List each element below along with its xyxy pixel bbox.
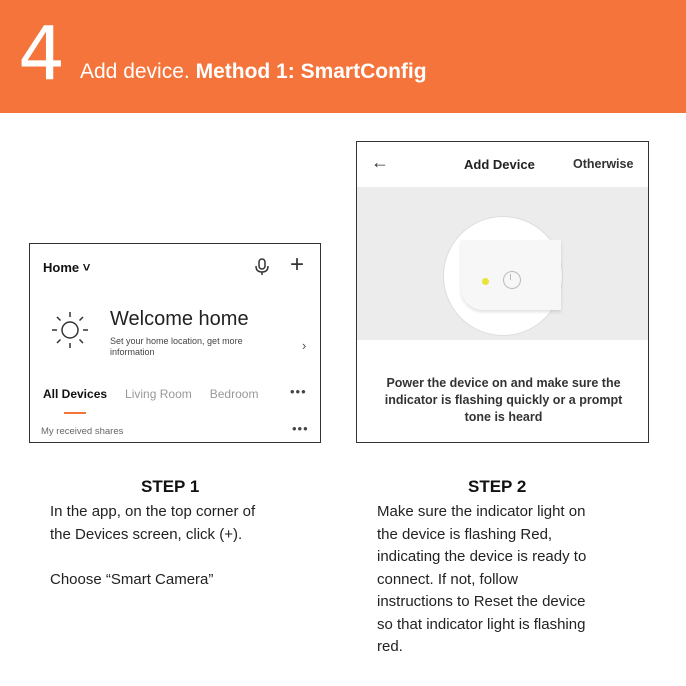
title-prefix: Add device. <box>80 60 196 83</box>
add-device-title: Add Device <box>464 157 535 172</box>
chevron-right-icon[interactable]: › <box>302 338 307 353</box>
home-dropdown[interactable]: Home ˅ <box>43 260 91 275</box>
add-device-button[interactable]: + <box>290 251 305 278</box>
step2-text <box>377 501 586 659</box>
power-instruction: Power the device on and make sure the indicator is flashing quickly or a prompt tone is heard <box>384 376 623 424</box>
sun-icon <box>48 308 92 352</box>
room-tabs <box>43 387 258 401</box>
shares-more-icon[interactable]: ••• <box>292 421 309 436</box>
step-number: 4 <box>18 11 66 97</box>
step1-line: In the app, on the top corner of <box>50 503 256 520</box>
step2-line: red. <box>377 638 403 655</box>
step1-line: the Devices screen, click (+). <box>50 525 243 543</box>
header-banner <box>0 0 686 113</box>
indicator-light-icon <box>482 278 489 285</box>
step2-line: indicating the device is ready to <box>377 548 587 565</box>
step2-line: Make sure the indicator light on <box>377 503 586 520</box>
app-home-screenshot <box>29 243 321 443</box>
step2-line: connect. If not, follow <box>377 570 518 588</box>
welcome-heading: Welcome home <box>110 308 249 330</box>
welcome-subtitle: Set your home location, get more information <box>110 336 243 357</box>
back-arrow-icon[interactable]: ← <box>371 152 389 172</box>
step1-text <box>50 501 255 591</box>
step1-line: Choose “Smart Camera” <box>50 570 214 588</box>
add-device-topbar <box>357 142 648 187</box>
power-button-icon <box>503 271 521 289</box>
step1-heading: STEP 1 <box>141 477 200 496</box>
received-shares-label: My received shares <box>41 426 124 437</box>
step2-line: instructions to Reset the device <box>377 593 586 610</box>
step2-line: the device is flashing Red, <box>377 525 553 543</box>
more-tabs-icon[interactable]: ••• <box>290 384 307 399</box>
title-method: Method 1: SmartConfig <box>195 60 427 83</box>
page-title <box>80 60 427 84</box>
tab-living-room[interactable]: Living Room <box>125 387 192 401</box>
tab-all-devices[interactable]: All Devices <box>43 387 108 401</box>
active-tab-indicator <box>64 412 86 414</box>
otherwise-link[interactable]: Otherwise <box>573 157 634 171</box>
microphone-icon[interactable] <box>254 258 270 276</box>
add-device-screenshot <box>356 141 649 443</box>
step2-line: so that indicator light is flashing <box>377 615 586 633</box>
step2-heading: STEP 2 <box>468 477 527 496</box>
tab-bedroom[interactable]: Bedroom <box>209 387 259 401</box>
